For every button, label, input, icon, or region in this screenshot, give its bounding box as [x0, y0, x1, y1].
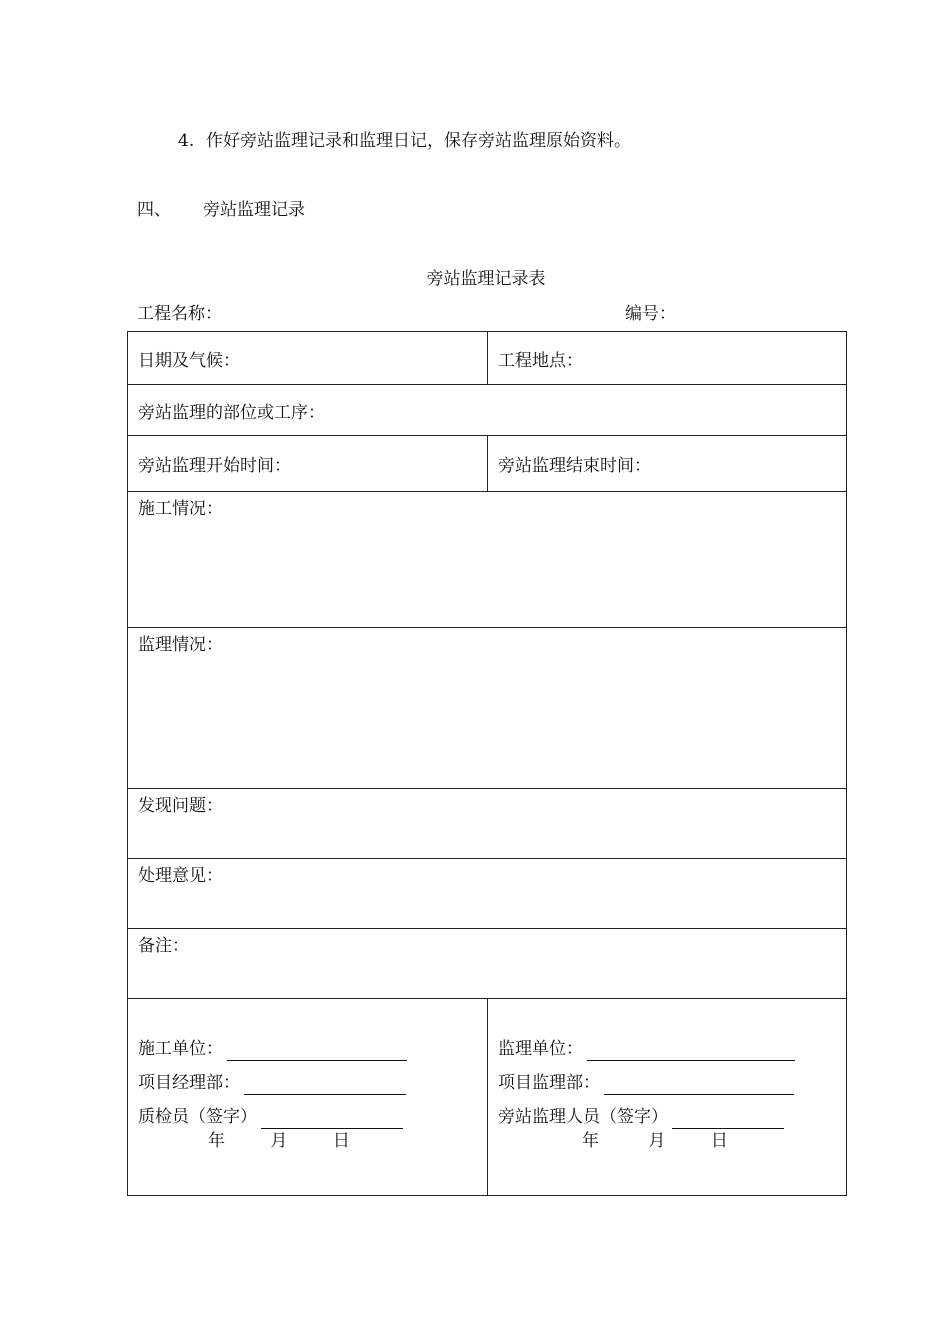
record-form-table	[127, 331, 847, 1196]
contractor-date	[138, 1129, 477, 1163]
supervisor-person-sign-line[interactable]	[498, 1095, 836, 1129]
supervisor-unit-line[interactable]	[498, 1027, 836, 1061]
supervisor-dept-line[interactable]	[498, 1061, 836, 1095]
supervisor-person-sign-blank[interactable]	[672, 1110, 784, 1129]
remarks-label: 备注：	[138, 936, 189, 956]
construction-status-label: 施工情况：	[138, 499, 223, 519]
issues-label: 发现问题：	[138, 796, 223, 816]
serial-number-label: 编号：	[625, 304, 676, 324]
contractor-signature-block	[128, 999, 488, 1196]
contractor-unit-blank[interactable]	[227, 1042, 407, 1061]
section-number: 四、	[137, 200, 171, 220]
contractor-unit-label: 施工单位：	[138, 1039, 223, 1059]
project-name-label: 工程名称：	[137, 304, 222, 324]
inspector-sign-label: 质检员（签字）	[138, 1107, 257, 1127]
supervisor-person-sign-label: 旁站监理人员（签字）	[498, 1107, 668, 1127]
end-time-field[interactable]	[488, 436, 847, 492]
supervisor-date-month: 月	[648, 1131, 666, 1151]
section-title: 旁站监理记录	[203, 200, 305, 220]
start-time-field[interactable]	[128, 436, 488, 492]
contractor-dept-line[interactable]	[138, 1061, 477, 1095]
contractor-dept-blank[interactable]	[244, 1076, 406, 1095]
opinion-field[interactable]	[128, 859, 847, 929]
supervisor-dept-blank[interactable]	[604, 1076, 794, 1095]
inspector-sign-blank[interactable]	[261, 1110, 403, 1129]
supervisor-date	[498, 1129, 836, 1163]
issues-field[interactable]	[128, 789, 847, 859]
supervisor-date-year: 年	[582, 1131, 599, 1151]
contractor-unit-line[interactable]	[138, 1027, 477, 1061]
supervisor-unit-blank[interactable]	[587, 1042, 795, 1061]
location-field[interactable]	[488, 332, 847, 385]
inspector-sign-line[interactable]	[138, 1095, 477, 1129]
end-time-label: 旁站监理结束时间：	[498, 456, 651, 476]
supervisor-date-day: 日	[710, 1131, 728, 1151]
opinion-label: 处理意见：	[138, 866, 223, 886]
date-weather-label: 日期及气候：	[138, 350, 240, 371]
form-title: 旁站监理记录表	[426, 269, 546, 289]
location-label: 工程地点：	[498, 350, 583, 371]
contractor-date-day: 日	[332, 1131, 350, 1151]
list-item-number: 4.	[178, 131, 195, 151]
contractor-date-year: 年	[208, 1131, 225, 1151]
supervisor-dept-label: 项目监理部：	[498, 1073, 600, 1093]
start-time-label: 旁站监理开始时间：	[138, 456, 291, 476]
supervisor-unit-label: 监理单位：	[498, 1039, 583, 1059]
list-item-4	[178, 126, 631, 151]
remarks-field[interactable]	[128, 929, 847, 999]
part-process-field[interactable]	[128, 385, 847, 436]
list-item-text: 作好旁站监理记录和监理日记，保存旁站监理原始资料。	[206, 131, 631, 151]
supervision-status-label: 监理情况：	[138, 635, 223, 655]
contractor-date-month: 月	[270, 1131, 288, 1151]
part-process-label: 旁站监理的部位或工序：	[138, 402, 325, 423]
supervisor-signature-block	[488, 999, 847, 1196]
supervision-status-field[interactable]	[128, 628, 847, 789]
construction-status-field[interactable]	[128, 492, 847, 628]
contractor-dept-label: 项目经理部：	[138, 1073, 240, 1093]
date-weather-field[interactable]	[128, 332, 488, 385]
section-heading	[137, 195, 305, 220]
